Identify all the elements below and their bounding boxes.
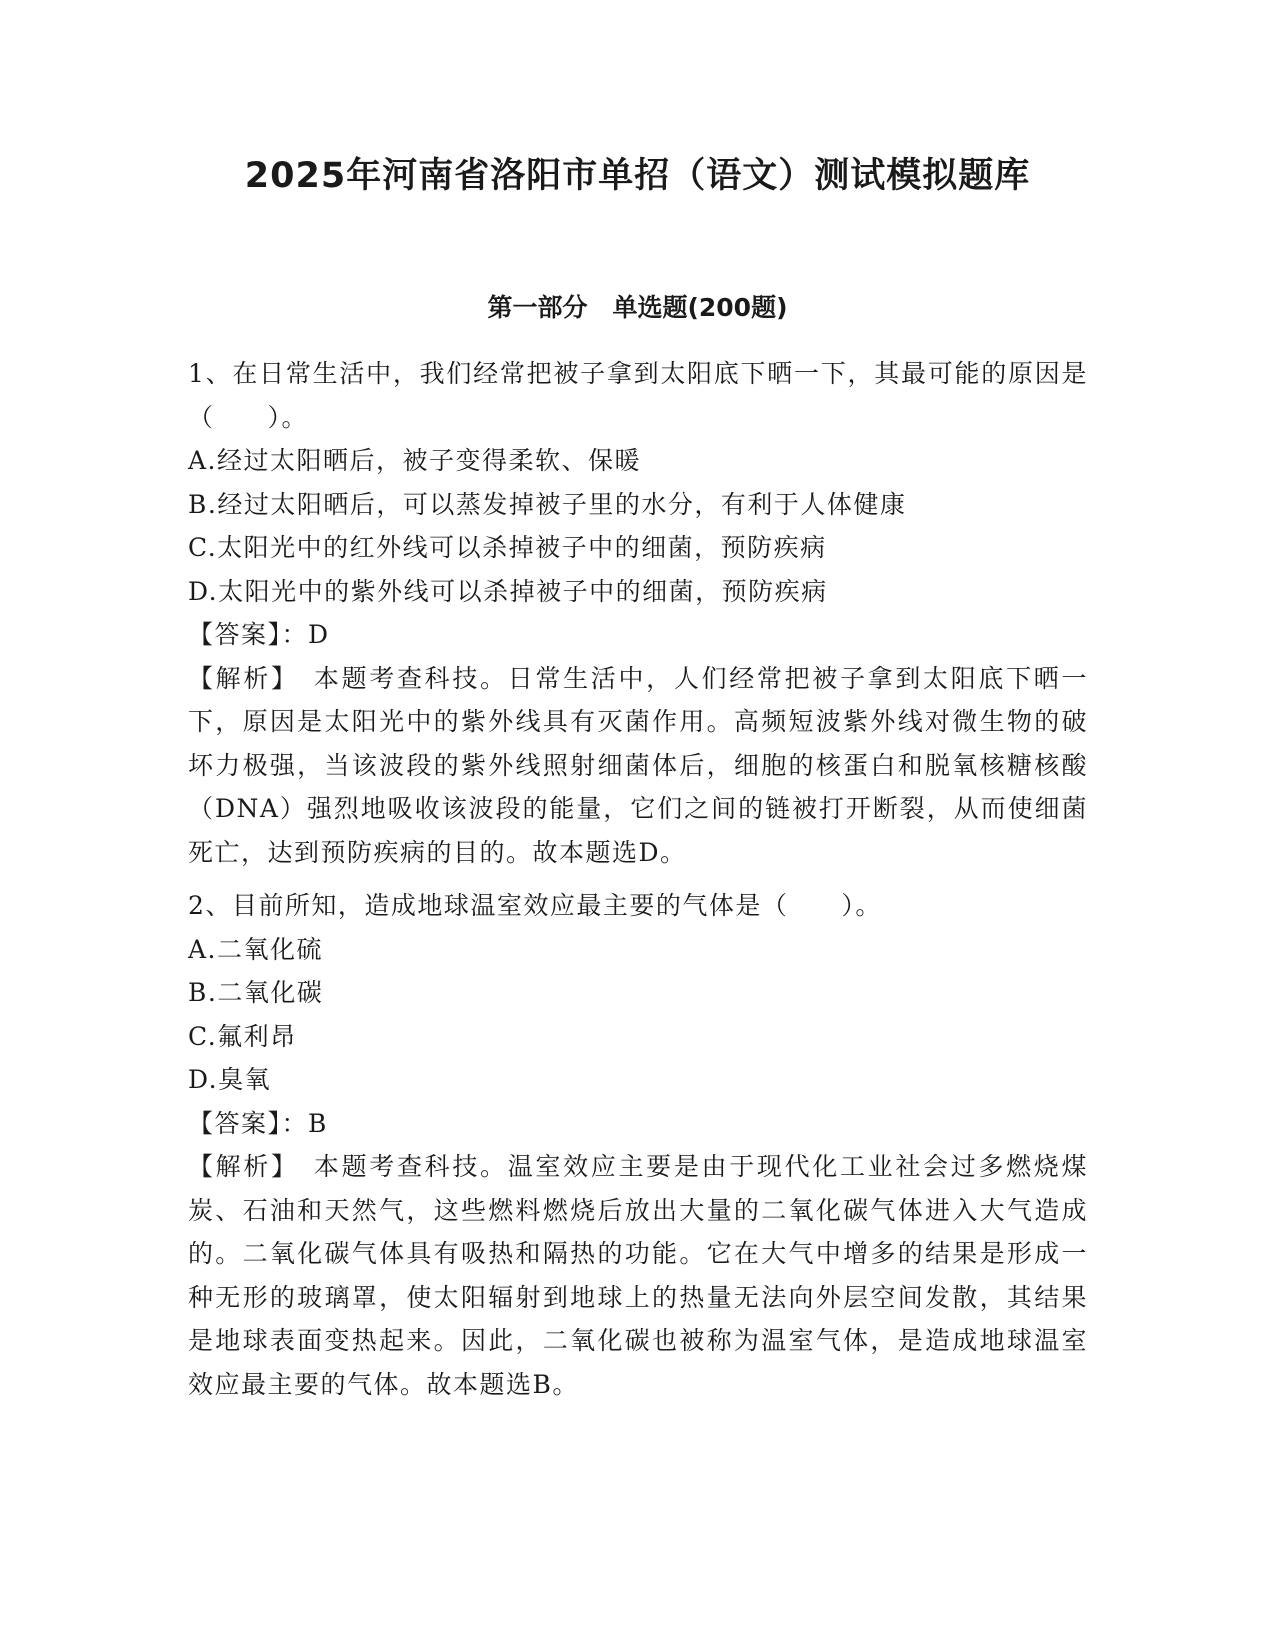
- question-1: [188, 352, 1088, 874]
- option-a: A.二氧化硫: [188, 934, 324, 964]
- option-d: D.太阳光中的紫外线可以杀掉被子中的细菌，预防疾病: [188, 576, 828, 606]
- section-title: 第一部分 单选题(200题): [487, 293, 788, 322]
- analysis: 【解析】 本题考查科技。日常生活中，人们经常把被子拿到太阳底下晒一下，原因是太阳光中的紫外线具有灭菌作用。高频短波紫外线对微生物的破坏力极强，当该波段的紫外线照射细菌体后，细胞的核蛋白和脱氧核糖核酸（DNA）强烈地吸收该波段的能量，它们之间的链被打开断裂，从而使细菌死亡，达到预防疾病的目的。故本题选D。: [188, 663, 1088, 867]
- option-a: A.经过太阳晒后，被子变得柔软、保暖: [188, 446, 642, 475]
- option-b: B.经过太阳晒后，可以蒸发掉被子里的水分，有利于人体健康: [188, 489, 907, 519]
- document-title: 2025年河南省洛阳市单招（语文）测试模拟题库: [244, 156, 1031, 196]
- option-b: B.二氧化碳: [188, 978, 324, 1007]
- answer: 【答案】：D: [188, 620, 330, 649]
- question-list: [188, 352, 1088, 1406]
- option-d: D.臭氧: [188, 1065, 272, 1094]
- question-stem: 2、目前所知，造成地球温室效应最主要的气体是（ ）。: [188, 891, 882, 920]
- answer: 【答案】：B: [188, 1108, 328, 1138]
- analysis: 【解析】 本题考查科技。温室效应主要是由于现代化工业社会过多燃烧煤炭、石油和天然气，这些燃料燃烧后放出大量的二氧化碳气体进入大气造成的。二氧化碳气体具有吸热和隔热的功能。它在大气中增多的结果是形成一种无形的玻璃罩，使太阳辐射到地球上的热量无法向外层空间发散，其结果是地球表面变热起来。因此，二氧化碳也被称为温室气体，是造成地球温室效应最主要的气体。故本题选B。: [188, 1152, 1088, 1399]
- option-c: C.太阳光中的红外线可以杀掉被子中的细菌，预防疾病: [188, 533, 827, 562]
- question-2: [188, 884, 1088, 1406]
- option-c: C.氟利昂: [188, 1021, 297, 1051]
- question-stem: 1、在日常生活中，我们经常把被子拿到太阳底下晒一下，其最可能的原因是（ ）。: [188, 359, 1088, 432]
